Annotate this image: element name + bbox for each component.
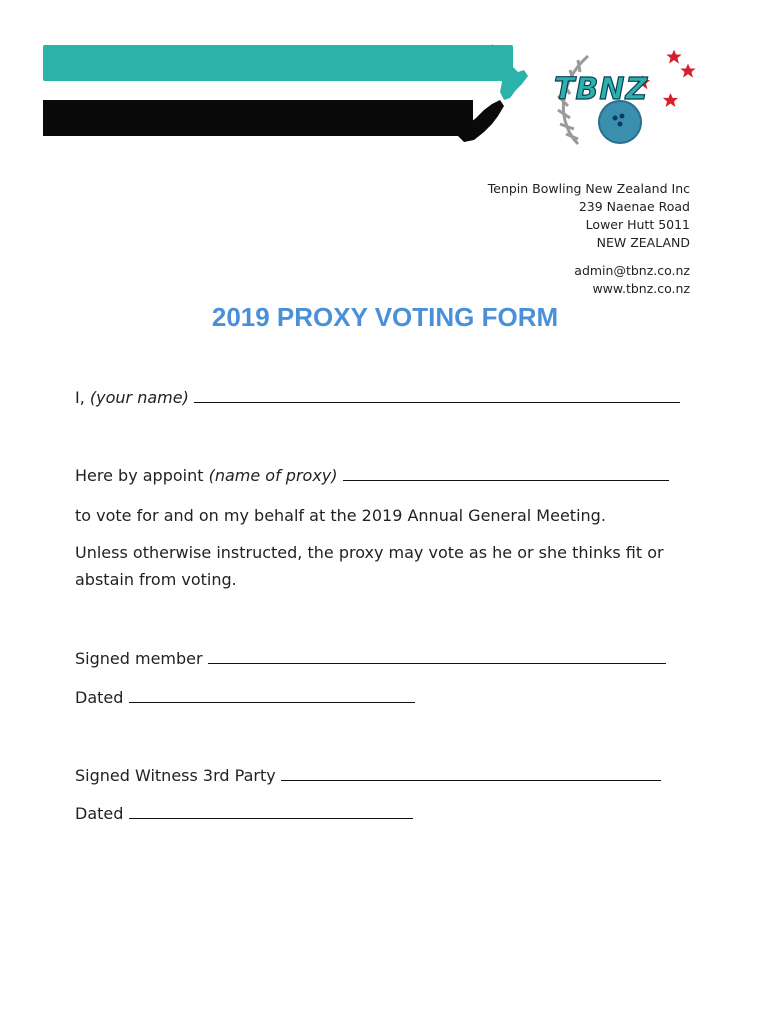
vote-text: to vote for and on my behalf at the 2019 Annual General Meeting. xyxy=(75,506,606,525)
dated-row-1 xyxy=(75,688,415,707)
instruction-line-2: abstain from voting. xyxy=(75,570,237,589)
email-address: admin@tbnz.co.nz xyxy=(574,263,690,278)
name-prefix: I, xyxy=(75,388,90,407)
new-zealand-map-icon xyxy=(440,40,550,150)
proxy-label: (name of proxy) xyxy=(208,466,338,485)
header-banner xyxy=(0,0,770,160)
black-stripe xyxy=(43,100,473,136)
city: Lower Hutt 5011 xyxy=(585,217,690,232)
signed-witness-field[interactable] xyxy=(281,766,661,781)
your-name-field[interactable] xyxy=(194,388,680,403)
country: NEW ZEALAND xyxy=(596,235,690,250)
page-title: 2019 PROXY VOTING FORM xyxy=(211,302,559,332)
street-address: 239 Naenae Road xyxy=(578,199,690,214)
signed-witness-label: Signed Witness 3rd Party xyxy=(75,766,276,785)
logo-text: TBNZ xyxy=(554,72,649,107)
proxy-name-row xyxy=(75,466,669,485)
signed-witness-row xyxy=(75,766,661,785)
signed-member-label: Signed member xyxy=(75,649,203,668)
your-name-row xyxy=(75,388,680,407)
organization-address xyxy=(488,180,690,298)
proxy-name-field[interactable] xyxy=(343,466,669,481)
signed-member-row xyxy=(75,649,666,668)
org-name: Tenpin Bowling New Zealand Inc xyxy=(487,181,690,196)
proxy-prefix: Here by appoint xyxy=(75,466,209,485)
dated-row-2 xyxy=(75,804,413,823)
name-label: (your name) xyxy=(89,388,189,407)
website: www.tbnz.co.nz xyxy=(592,281,690,296)
dated-field-2[interactable] xyxy=(129,804,413,819)
dated-label-1: Dated xyxy=(75,688,124,707)
dated-field-1[interactable] xyxy=(129,688,415,703)
instruction-line-1: Unless otherwise instructed, the proxy may vote as he or she thinks fit or xyxy=(75,543,664,562)
signed-member-field[interactable] xyxy=(208,649,666,664)
dated-label-2: Dated xyxy=(75,804,124,823)
